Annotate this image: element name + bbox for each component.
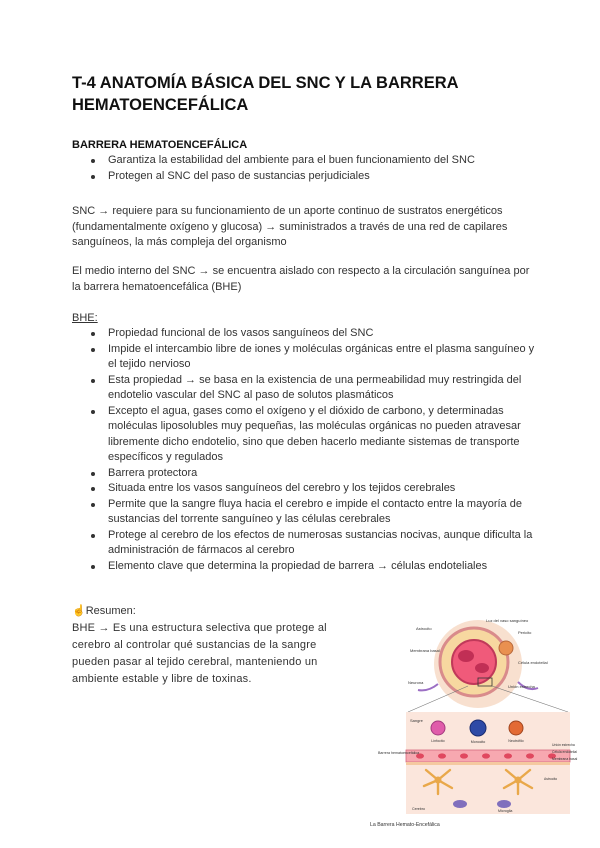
microglia-cell — [497, 800, 511, 808]
label-celula-endotelial: Célula endotelial — [518, 660, 548, 665]
endothelial-nucleus — [482, 753, 490, 758]
endothelial-nucleus — [504, 753, 512, 758]
paragraph-snc: SNC → requiere para su funcionamiento de un aporte continuo de sustratos energéticos (fundamentalmente oxígeno y glucosa) → suministrados a través de una red de capilares sanguíneos, la más compleja del organismo — [72, 205, 508, 248]
resumen-text: BHE → Es una estructura selectiva que protege al cerebro al controlar qué sustancias de la sangre pueden pasar al tejido cerebral, manteniendo un ambiente estable y libre de toxinas. — [72, 622, 327, 685]
page-title: T-4 ANATOMÍA BÁSICA DEL SNC Y LA BARRERA HEMATOENCEFÁLICA — [72, 74, 458, 114]
pointing-finger-icon: ☝ — [72, 605, 86, 617]
endothelial-nucleus — [526, 753, 534, 758]
microglia-cell — [453, 800, 467, 808]
label-microglia: Microglia — [498, 809, 513, 813]
label-union-estrecha: Unión estrecha — [508, 684, 535, 689]
label-right-membrana: Membrana basal — [552, 757, 578, 761]
list-item: Barrera protectora — [72, 466, 536, 482]
list-item: Garantiza la estabilidad del ambiente para el buen funcionamiento del SNC — [72, 153, 542, 169]
monocyte-cell — [470, 720, 486, 736]
bhe-label: BHE: — [72, 312, 98, 324]
basal-membrane — [406, 762, 570, 765]
list-item: Situada entre los vasos sanguíneos del cerebro y los tejidos cerebrales — [72, 481, 536, 497]
label-right-endotelial: Célula endotelial — [552, 750, 578, 754]
label-luz: Luz del vaso sanguíneo — [486, 618, 529, 623]
list-item: Protege al cerebro de los efectos de numerosas sustancias nocivas, aunque dificulta la administración de fármacos al cerebro — [72, 528, 536, 559]
label-membrana-basal: Membrana basal — [410, 648, 440, 653]
label-monocito: Monocito — [470, 740, 486, 744]
neutrophil-cell — [509, 721, 523, 735]
astrocyte-body — [435, 777, 442, 784]
label-cerebro: Cerebro — [412, 807, 425, 811]
vessel-lumen — [452, 640, 496, 684]
bhe-bullet-list — [72, 326, 536, 574]
red-cell — [475, 663, 489, 673]
resumen-heading — [72, 604, 136, 617]
list-item: Excepto el agua, gases como el oxígeno y el dióxido de carbono, y determinadas moléculas liposolubles muy pequeñas, las moléculas orgánicas no pueden atravesar libremente dicho endotelio, sino que deben hacerlo mediante sistemas de transporte específicos y regulados — [72, 404, 536, 466]
pericyte — [499, 641, 513, 655]
intro-bullet-list — [72, 153, 542, 184]
paragraph-medio-interno: El medio interno del SNC → se encuentra aislado con respecto a la circulación sanguínea por la barrera hematoencefálica (BHE) — [72, 265, 530, 293]
label-right-astrocito: Astrocito — [544, 777, 558, 781]
list-item: Protegen al SNC del paso de sustancias perjudiciales — [72, 169, 542, 185]
endothelial-nucleus — [460, 753, 468, 758]
label-neurona: Neurona — [408, 680, 424, 685]
label-right-union: Unión estrecha — [552, 743, 575, 747]
endothelial-nucleus — [438, 753, 446, 758]
resumen-label: Resumen: — [85, 605, 136, 617]
label-astrocito: Astrocito — [416, 626, 432, 631]
label-barrera: Barrera hematoencefálica — [378, 751, 420, 755]
astrocyte-body — [515, 777, 522, 784]
list-item: Elemento clave que determina la propiedad de barrera → células endoteliales — [72, 559, 536, 575]
label-neutrofilo: Neutrófilo — [508, 739, 524, 743]
bbb-diagram — [368, 612, 590, 830]
red-cell — [458, 650, 474, 662]
label-sangre: Sangre — [410, 718, 423, 723]
label-pericito: Pericito — [518, 630, 532, 635]
list-item: Impide el intercambio libre de iones y moléculas orgánicas entre el plasma sanguíneo y el tejido nervioso — [72, 342, 536, 373]
lymphocyte-cell — [431, 721, 445, 735]
list-item: Permite que la sangre fluya hacia el cerebro e impide el contacto entre la mayoría de sustancias del torrente sanguíneo y las células cerebrales — [72, 497, 536, 528]
label-linfocito: Linfocito — [431, 739, 445, 743]
list-item: Esta propiedad → se basa en la existencia de una permeabilidad muy restringida del endotelio vascular del SNC al paso de solutos plasmáticos — [72, 373, 536, 404]
list-item: Propiedad funcional de los vasos sanguíneos del SNC — [72, 326, 536, 342]
figure-caption: La Barrera Hemato-Encefálica — [370, 822, 440, 828]
section-heading: BARRERA HEMATOENCEFÁLICA — [72, 139, 248, 151]
